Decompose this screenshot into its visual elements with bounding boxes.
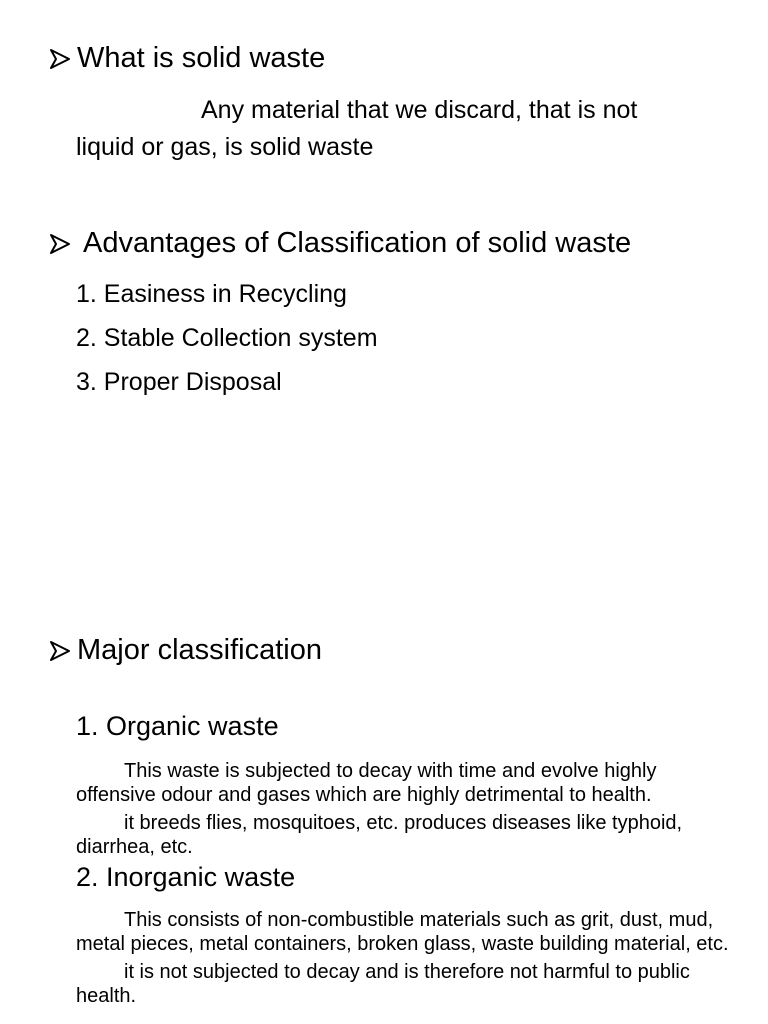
list-item: 2. Stable Collection system (76, 324, 378, 352)
paragraph: it is not subjected to decay and is therefore not harmful to public health. (76, 961, 690, 1007)
definition-line-1: Any material that we discard, that is not (201, 96, 638, 124)
arrowhead-bullet-icon (49, 48, 71, 70)
inorganic-waste-heading: 2. Inorganic waste (76, 862, 296, 892)
arrowhead-bullet-icon (49, 233, 71, 255)
inorganic-waste-description (76, 908, 736, 1008)
organic-waste-heading: 1. Organic waste (76, 711, 279, 741)
list-item: 1. Easiness in Recycling (76, 280, 347, 308)
section-major-classification (49, 634, 322, 667)
organic-waste-description (76, 759, 736, 859)
advantages-list (76, 272, 378, 404)
section-title: Major classification (77, 634, 322, 666)
paragraph: This waste is subjected to decay with time and evolve highly offensive odour and gases which are highly detrimental to health. (76, 760, 657, 806)
section-title: Advantages of Classification of solid waste (83, 227, 632, 259)
section-advantages (49, 227, 631, 260)
definition-line-2: liquid or gas, is solid waste (76, 133, 374, 161)
paragraph: This consists of non-combustible materials such as grit, dust, mud, metal pieces, metal containers, broken glass, waste building material, etc. (76, 909, 729, 955)
section-what-is-solid-waste (49, 42, 325, 75)
paragraph: it breeds flies, mosquitoes, etc. produces diseases like typhoid, diarrhea, etc. (76, 812, 683, 858)
arrowhead-bullet-icon (49, 640, 71, 662)
section-title: What is solid waste (77, 42, 326, 74)
list-item: 3. Proper Disposal (76, 368, 282, 396)
